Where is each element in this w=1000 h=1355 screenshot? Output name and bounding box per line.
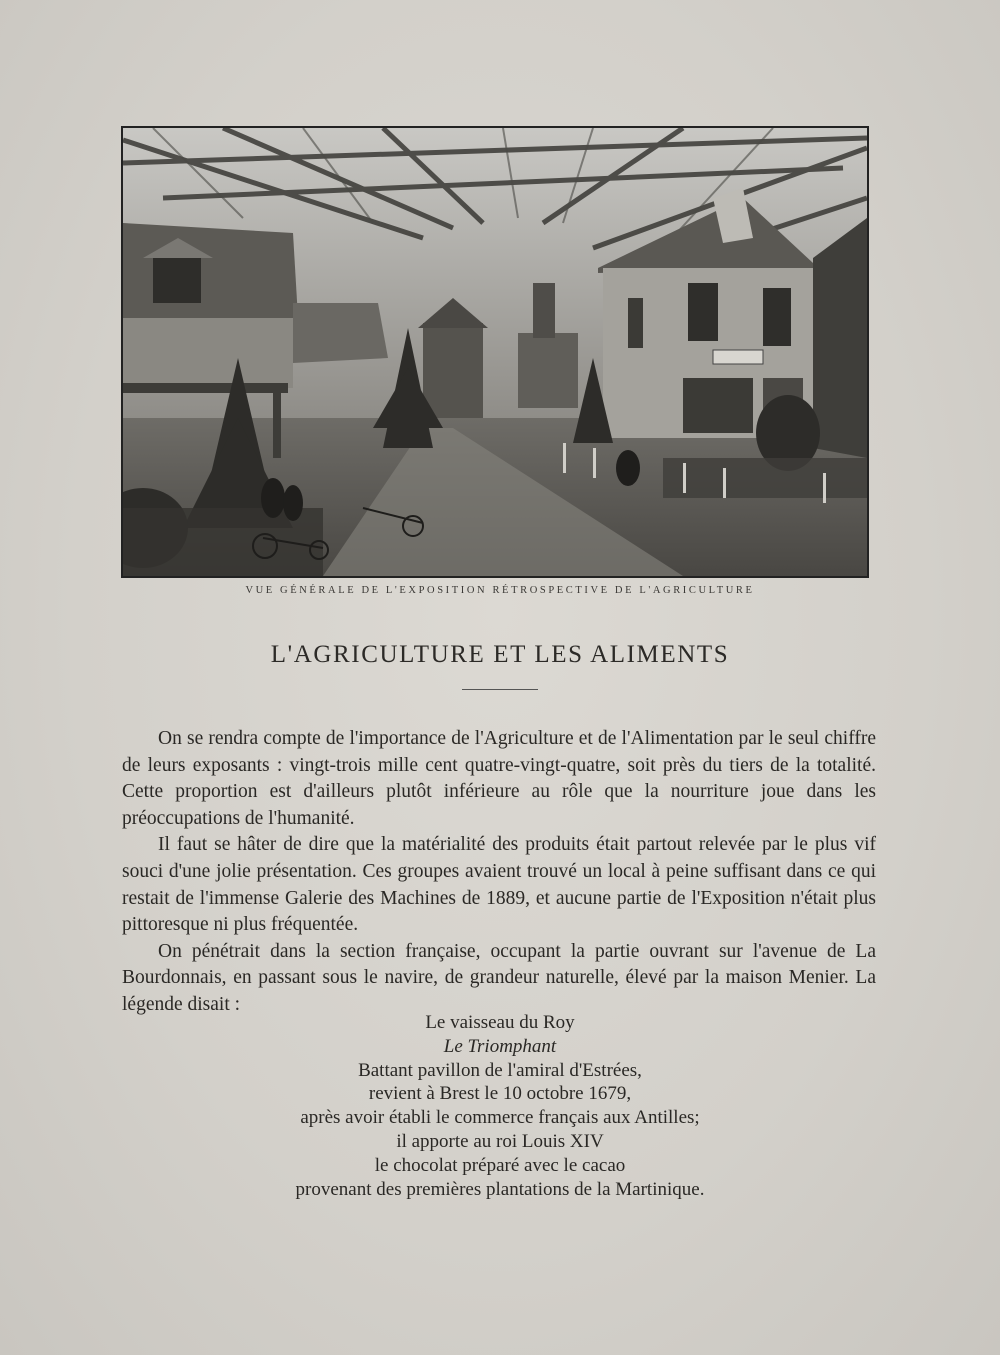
verse-line: le chocolat préparé avec le cacao [374, 1154, 626, 1176]
paragraph-2: Il faut se hâter de dire que la matérialité des produits était partout relevée par le plus vif souci d'une jolie présentation. Ces groupes avaient trouvé un local à peine suffisant dans ce qui restait de l'immense Galerie des Machines de 1889, et aucune partie de l'Exposition n'était plus pittoresque ni plus fréquentée. [122, 834, 876, 936]
ship-legend-verse [0, 1011, 1000, 1201]
paragraph-3: On pénétrait dans la section française, occupant la partie ouvrant sur l'avenue de La Bourdonnais, en passant sous le navire, de grandeur naturelle, élevé par la maison Menier. La légende disait : [122, 940, 876, 1015]
verse-line: il apporte au roi Louis XIV [396, 1130, 604, 1152]
photograph-illustration [123, 128, 867, 576]
verse-line: revient à Brest le 10 octobre 1679, [368, 1083, 632, 1105]
verse-line: provenant des premières plantations de la Martinique. [295, 1178, 705, 1200]
paragraph-1: On se rendra compte de l'importance de l'Agriculture et de l'Alimentation par le seul chiffre de leurs exposants : vingt-trois mille cent quatre-vingt-quatre, soit près du tiers de la totalité. Cette proportion est d'ailleurs plutôt inférieure au rôle que la nourriture joue dans les préoccupations de l'humanité. [122, 728, 876, 829]
verse-line: après avoir établi le commerce français aux Antilles; [300, 1107, 700, 1129]
photo-caption: VUE GÉNÉRALE DE L'EXPOSITION RÉTROSPECTIVE DE L'AGRICULTURE [245, 585, 755, 596]
article-body [122, 726, 876, 1019]
article-title: L'AGRICULTURE ET LES ALIMENTS [270, 641, 730, 668]
verse-line-ship-name: Le Triomphant [443, 1035, 557, 1057]
exhibition-photograph [121, 126, 869, 578]
verse-line: Le vaisseau du Roy [425, 1012, 575, 1033]
verse-line: Battant pavillon de l'amiral d'Estrées, [358, 1059, 642, 1081]
title-divider [462, 689, 538, 690]
